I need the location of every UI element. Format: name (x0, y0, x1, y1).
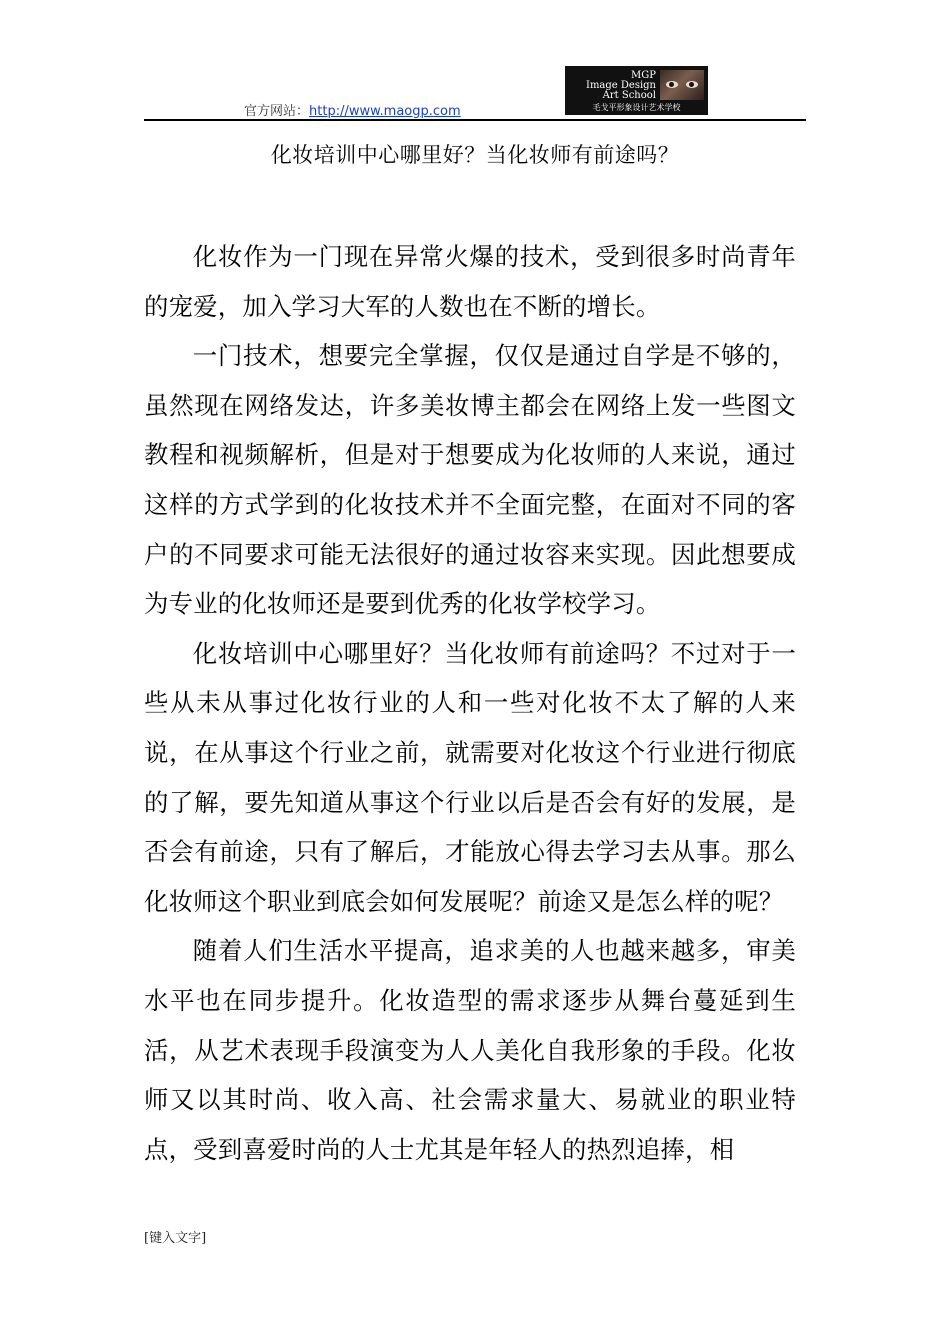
school-logo (565, 66, 708, 115)
page-header (144, 60, 806, 120)
right-eye-icon (686, 81, 698, 88)
logo-text-art-school: Art School (602, 90, 656, 101)
website-link[interactable]: http://www.maogp.com (309, 104, 461, 119)
logo-chinese-name: 毛戈平形象设计艺术学校 (592, 103, 681, 112)
paragraph: 化妆培训中心哪里好？当化妆师有前途吗？不过对于一些从未从事过化妆行业的人和一些对化妆不太了解的人来说，在从事这个行业之前，就需要对化妆这个行业进行彻底的了解，要先知道从事这个行业以后是否会有好的发展，是否会有前途，只有了解后，才能放心得去学习去从事。那么化妆师这个职业到底会如何发展呢？前途又是怎么样的呢？ (144, 638, 796, 916)
left-eye-icon (666, 81, 678, 88)
paragraph: 化妆作为一门现在异常火爆的技术，受到很多时尚青年的宠爱，加入学习大军的人数也在不断的增长。 (144, 242, 796, 321)
website-line (244, 100, 461, 119)
logo-eyes-image (660, 70, 704, 100)
document-title: 化妆培训中心哪里好？当化妆师有前途吗？ (270, 143, 680, 167)
header-divider (144, 119, 806, 121)
website-label: 官方网站： (244, 104, 310, 119)
paragraph: 随着人们生活水平提高，追求美的人也越来越多，审美水平也在同步提升。化妆造型的需求逐步从舞台蔓延到生活，从艺术表现手段演变为人人美化自我形象的手段。化妆师又以其时尚、收入高、社会需求量大、易就业的职业特点，受到喜爱时尚的人士尤其是年轻人的热烈追捧，相 (144, 936, 796, 1164)
document-body (144, 232, 796, 1174)
logo-text-mgp: MGP (631, 70, 656, 81)
logo-text-image-design: Image Design (586, 80, 656, 91)
footer-placeholder: [键入文字] (144, 1231, 207, 1246)
paragraph: 一门技术，想要完全掌握，仅仅是通过自学是不够的，虽然现在网络发达，许多美妆博主都会在网络上发一些图文教程和视频解析，但是对于想要成为化妆师的人来说，通过这样的方式学到的化妆技术并不全面完整，在面对不同的客户的不同要求可能无法很好的通过妆容来实现。因此想要成为专业的化妆师还是要到优秀的化妆学校学习。 (144, 341, 796, 619)
